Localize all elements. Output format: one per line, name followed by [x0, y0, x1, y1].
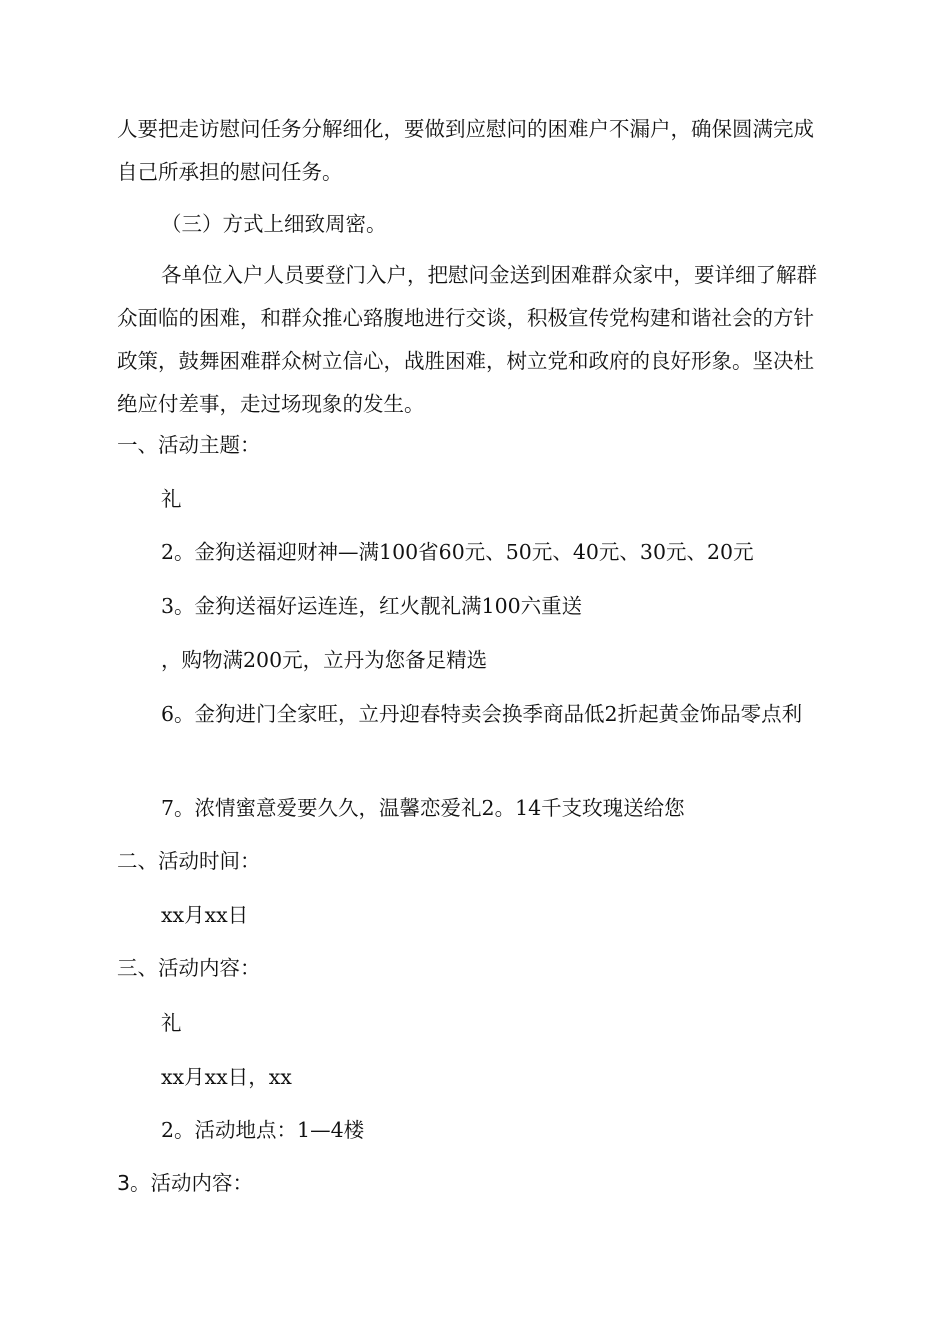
heading-activity-content: 三、活动内容： — [117, 956, 261, 980]
paragraph-location: 2。活动地点：1—4楼 — [161, 1118, 365, 1142]
paragraph-gift-2: 礼 — [161, 1011, 182, 1035]
paragraph-date: xx月xx日 — [161, 903, 249, 927]
heading-content-3: 3。活动内容： — [117, 1171, 254, 1195]
heading-activity-theme: 一、活动主题： — [117, 433, 261, 457]
paragraph-visit-task: 人要把走访慰问任务分解细化，要做到应慰问的困难户不漏户，确保圆满完成自己所承担的慰问任务。 — [117, 117, 814, 184]
paragraph-gift-1: 礼 — [161, 487, 182, 511]
list-item-7: 7。浓情蜜意爱要久久，温馨恋爱礼2。14千支玫瑰送给您 — [161, 796, 685, 820]
heading-activity-time: 二、活动时间： — [117, 849, 261, 873]
paragraph-date-2: xx月xx日，xx — [161, 1065, 292, 1089]
heading-method: （三）方式上细致周密。 — [161, 212, 387, 236]
list-item-6: 6。金狗进门全家旺，立丹迎春特卖会换季商品低2折起黄金饰品零点利 — [161, 702, 803, 726]
list-item-3: 3。金狗送福好运连连，红火靓礼满100六重送 — [161, 594, 583, 618]
paragraph-purchase: ，购物满200元，立丹为您备足精选 — [161, 648, 488, 672]
paragraph-home-visit: 各单位入户人员要登门入户，把慰问金送到困难群众家中，要详细了解群众面临的困难，和群众推心臵腹地进行交谈，积极宣传党构建和谐社会的方针政策，鼓舞困难群众树立信心，战胜困难，树立党和政府的良好形象。坚决杜绝应付差事，走过场现象的发生。 — [117, 263, 817, 416]
list-item-2: 2。金狗送福迎财神—满100省60元、50元、40元、30元、20元 — [161, 540, 754, 564]
